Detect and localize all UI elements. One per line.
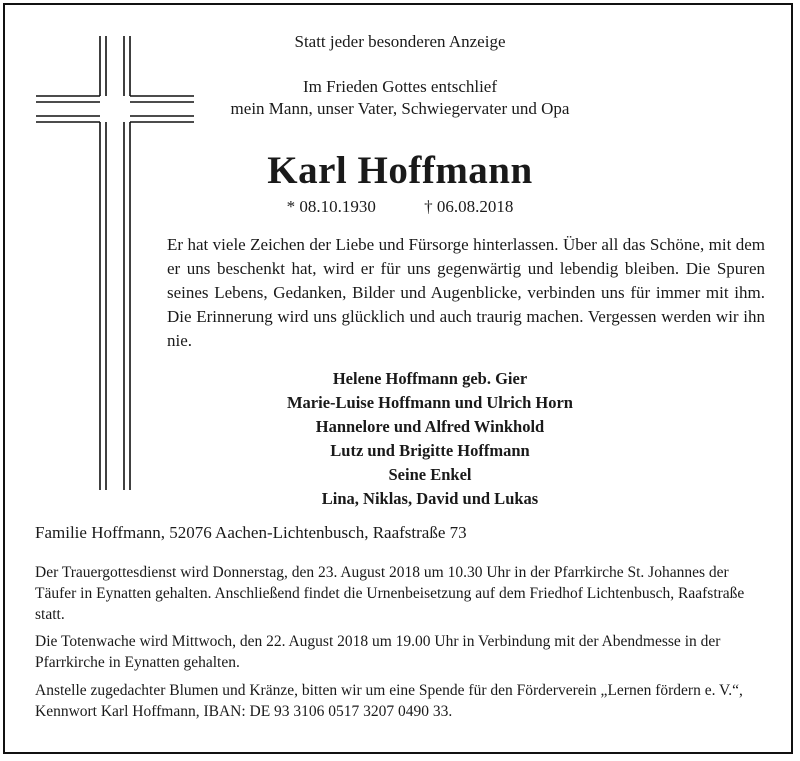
funeral-service-notice: Der Trauergottesdienst wird Donnerstag, den 23. August 2018 um 10.30 Uhr in der Pfarrkirche St. Johannes der Täufer in Eynatten gehalten. Anschließend findet die Urnenbeisetzung auf dem Friedhof Lichtenbusch, Raafstraße statt. — [35, 564, 745, 623]
mourner-line: Seine Enkel — [388, 465, 472, 484]
intro-block — [150, 76, 650, 120]
mourners-list — [150, 367, 710, 511]
wake-notice: Die Totenwache wird Mittwoch, den 22. August 2018 um 19.00 Uhr in Verbindung mit der Abendmesse in der Pfarrkirche in Eynatten gehalten. — [35, 633, 721, 671]
death-date: † 06.08.2018 — [424, 197, 514, 216]
memorial-quote: Er hat viele Zeichen der Liebe und Fürsorge hinterlassen. Über all das Schöne, mit dem er uns beschenkt hat, wird er für uns gegenwärtig und lebendig bleiben. Die Spuren seines Lebens, Gedanken, Bilder und Augenblicke, verbinden uns für immer mit ihm. Die Erinnerung wird uns glücklich und auch traurig machen. Vergessen werden wir ihn nie. — [167, 235, 765, 350]
life-dates — [150, 196, 650, 218]
header-top-line: Statt jeder besonderen Anzeige — [294, 32, 506, 51]
family-address: Familie Hoffmann, 52076 Aachen-Lichtenbusch, Raafstraße 73 — [35, 523, 467, 542]
intro-line-1: Im Frieden Gottes entschlief — [302, 77, 498, 96]
deceased-name: Karl Hoffmann — [267, 149, 533, 192]
mourner-line: Hannelore und Alfred Winkhold — [315, 417, 545, 436]
donation-notice: Anstelle zugedachter Blumen und Kränze, bitten wir um eine Spende für den Förderverein „Lernen fördern e. V.“, Kennwort Karl Hoffmann, IBAN: DE 93 3106 0517 3207 0490 33. — [35, 682, 743, 720]
mourner-line: Lina, Niklas, David und Lukas — [321, 489, 539, 508]
mourner-line: Helene Hoffmann geb. Gier — [332, 369, 528, 388]
intro-line-2: mein Mann, unser Vater, Schwiegervater und Opa — [230, 99, 570, 118]
birth-date: * 08.10.1930 — [286, 197, 376, 216]
mourner-line: Marie-Luise Hoffmann und Ulrich Horn — [286, 393, 573, 412]
mourner-line: Lutz und Brigitte Hoffmann — [330, 441, 530, 460]
